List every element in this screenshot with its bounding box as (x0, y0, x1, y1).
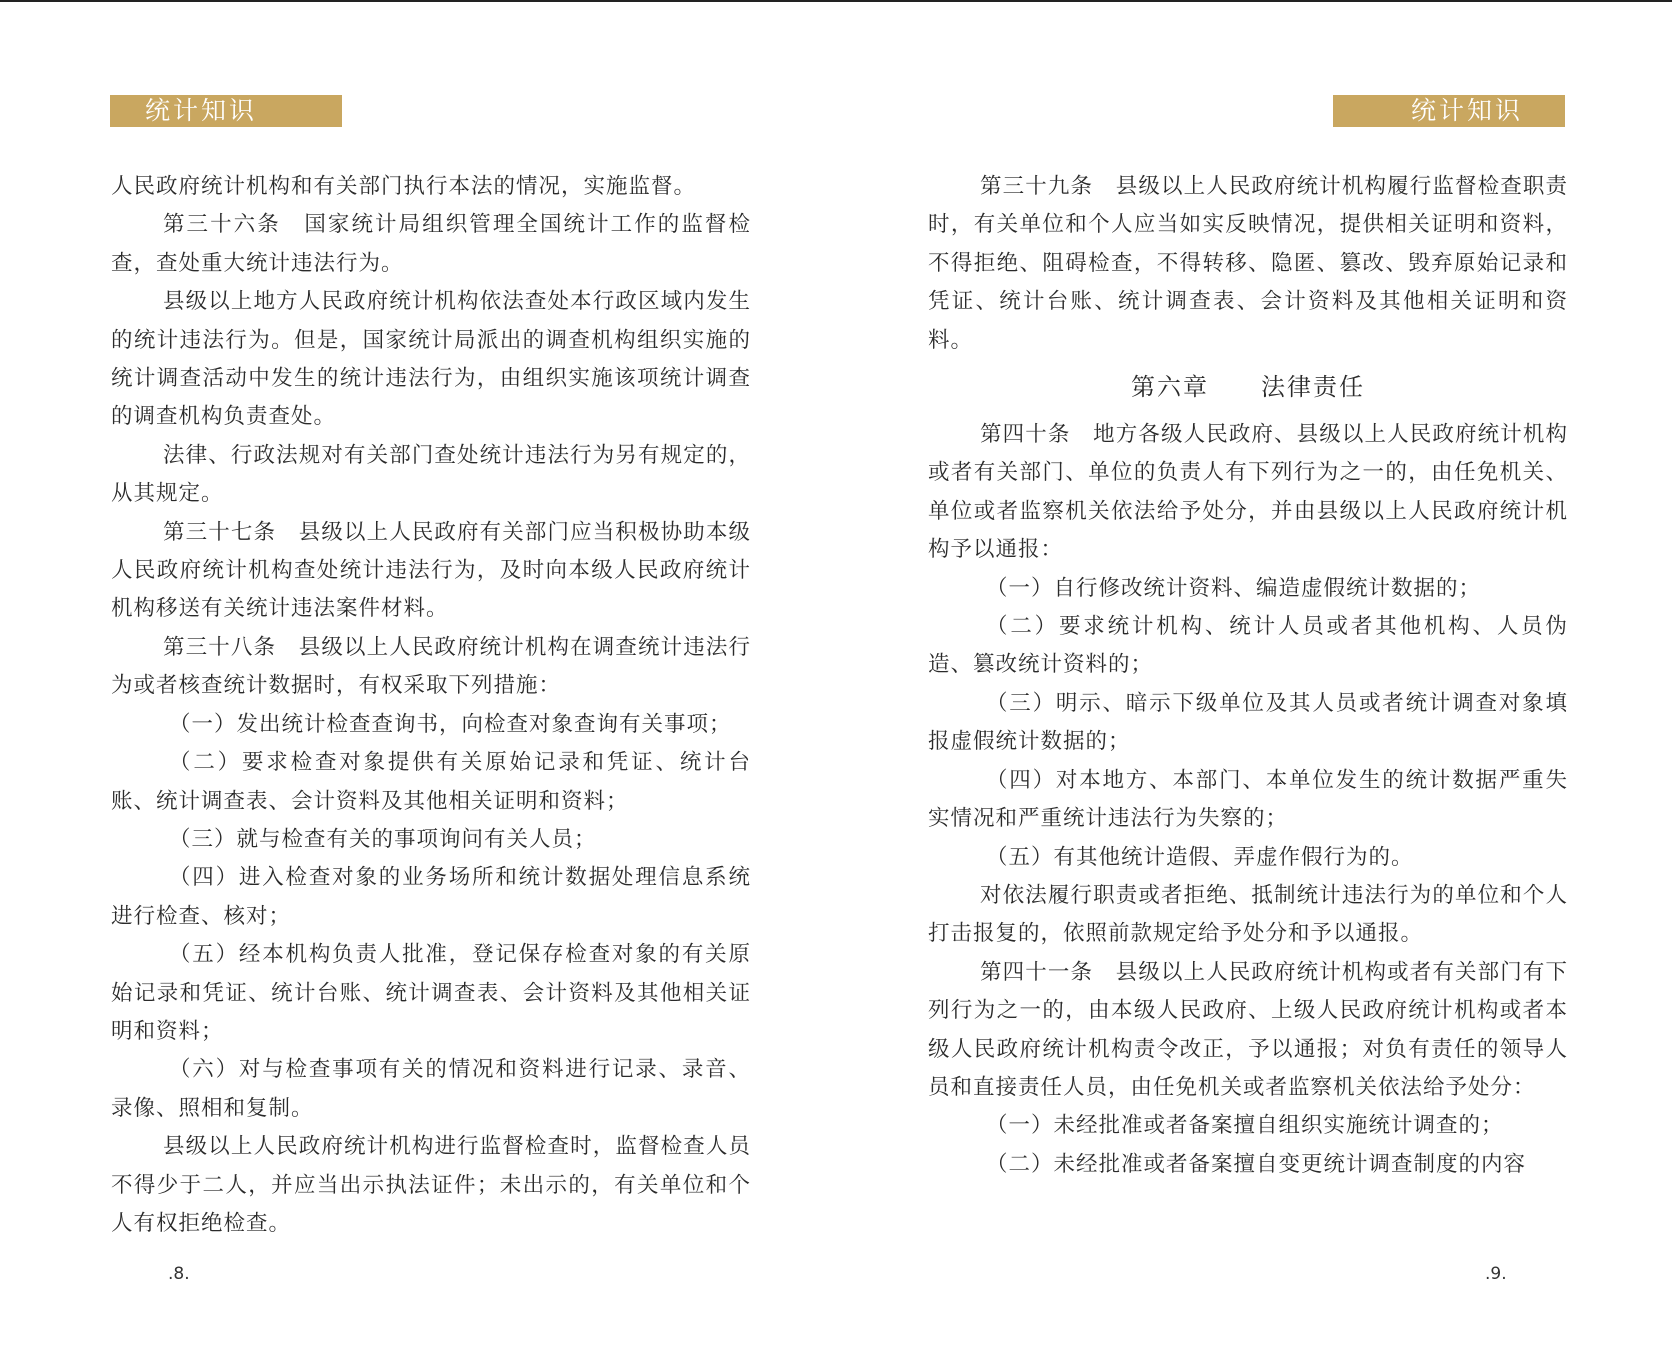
paragraph: 人民政府统计机构和有关部门执行本法的情况，实施监督。 (111, 174, 697, 199)
paragraph: 对依法履行职责或者拒绝、抵制统计违法行为的单位和个人打击报复的，依照前款规定给予处分和予以通报。 (928, 882, 1568, 947)
list-item: （三）就与检查有关的事项询问有关人员； (169, 826, 597, 852)
list-item: （四）对本地方、本部门、本单位发生的统计数据严重失实情况和严重统计违法行为失察的； (928, 767, 1568, 832)
list-item: （四）进入检查对象的业务场所和统计数据处理信息系统进行检查、核对； (111, 865, 751, 929)
article-41: 第四十一条 县级以上人民政府统计机构或者有关部门有下列行为之一的，由本级人民政府、上级人民政府统计机构或者本级人民政府统计机构责令改正，予以通报；对负有责任的领导人员和直接责任人员，由任免机关或者监察机关依法给予处分： (928, 959, 1568, 1100)
right-header-banner: 统计知识 (1333, 95, 1565, 127)
list-item: （六）对与检查事项有关的情况和资料进行记录、录音、录像、照相和复制。 (111, 1057, 751, 1121)
paragraph: 县级以上地方人民政府统计机构依法查处本行政区域内发生的统计违法行为。但是，国家统计局派出的调查机构组织实施的统计调查活动中发生的统计违法行为，由组织实施该项统计调查的调查机构负责查处。 (111, 289, 751, 430)
page-number-left: .8. (168, 1264, 190, 1284)
page-number-right: .9. (1485, 1264, 1507, 1284)
list-item: （一）未经批准或者备案擅自组织实施统计调查的； (986, 1113, 1504, 1139)
list-item: （五）有其他统计造假、弄虚作假行为的。 (986, 844, 1414, 870)
article-36: 第三十六条 国家统计局组织管理全国统计工作的监督检查，查处重大统计违法行为。 (111, 212, 751, 276)
left-page-text (111, 168, 751, 1243)
list-item: （二）未经批准或者备案擅自变更统计调查制度的内容 (986, 1151, 1527, 1177)
list-item: （一）发出统计检查查询书，向检查对象查询有关事项； (169, 711, 732, 737)
top-border-line (0, 0, 1672, 2)
chapter-title: 第六章 法律责任 (1131, 373, 1365, 402)
right-page-text (928, 168, 1568, 1184)
article-37: 第三十七条 县级以上人民政府有关部门应当积极协助本级人民政府统计机构查处统计违法行为，及时向本级人民政府统计机构移送有关统计违法案件材料。 (111, 519, 751, 622)
article-40: 第四十条 地方各级人民政府、县级以上人民政府统计机构或者有关部门、单位的负责人有下列行为之一的，由任免机关、单位或者监察机关依法给予处分，并由县级以上人民政府统计机构予以通报： (928, 422, 1568, 563)
left-header-banner: 统计知识 (110, 95, 342, 127)
article-38: 第三十八条 县级以上人民政府统计机构在调查统计违法行为或者核查统计数据时，有权采取下列措施： (111, 634, 751, 699)
list-item: （二）要求检查对象提供有关原始记录和凭证、统计台账、统计调查表、会计资料及其他相关证明和资料； (111, 750, 751, 814)
list-item: （一）自行修改统计资料、编造虚假统计数据的； (986, 575, 1482, 601)
article-39: 第三十九条 县级以上人民政府统计机构履行监督检查职责时，有关单位和个人应当如实反映情况，提供相关证明和资料，不得拒绝、阻碍检查，不得转移、隐匿、篡改、毁弃原始记录和凭证、统计台账、统计调查表、会计资料及其他相关证明和资料。 (928, 174, 1568, 353)
paragraph: 法律、行政法规对有关部门查处统计违法行为另有规定的，从其规定。 (111, 442, 751, 507)
paragraph: 县级以上人民政府统计机构进行监督检查时，监督检查人员不得少于二人，并应当出示执法证件；未出示的，有关单位和个人有权拒绝检查。 (111, 1134, 751, 1236)
list-item: （二）要求统计机构、统计人员或者其他机构、人员伪造、篡改统计资料的； (928, 614, 1568, 678)
list-item: （五）经本机构负责人批准，登记保存检查对象的有关原始记录和凭证、统计台账、统计调查表、会计资料及其他相关证明和资料； (111, 942, 751, 1044)
list-item: （三）明示、暗示下级单位及其人员或者统计调查对象填报虚假统计数据的； (928, 690, 1568, 755)
